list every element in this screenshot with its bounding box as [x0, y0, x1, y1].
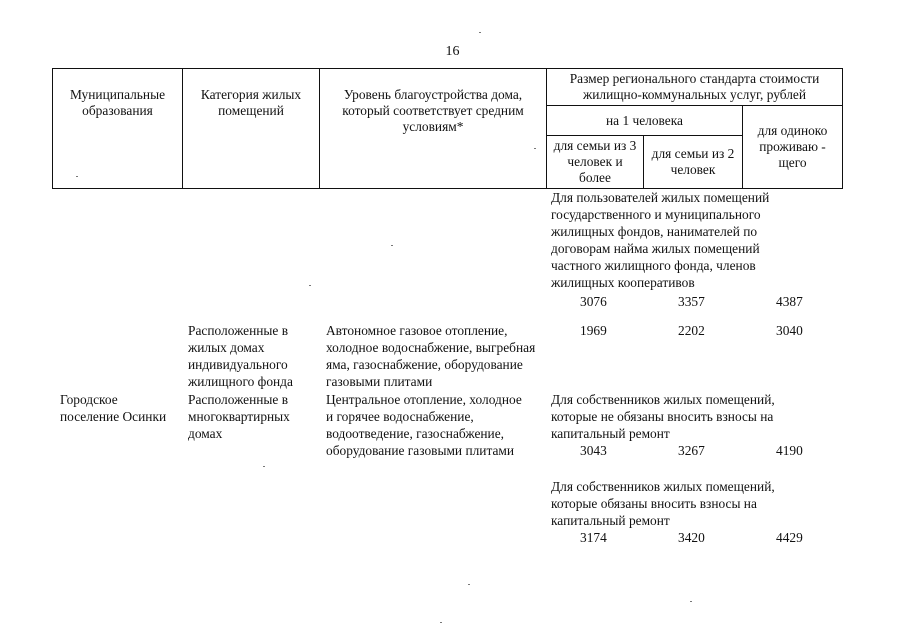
header-family-2: для семьи из 2 человек: [644, 136, 743, 189]
header-per-person: на 1 человека: [547, 106, 743, 136]
header-family-3plus: для семьи из 3 человек и более: [547, 136, 644, 189]
header-amenities-level: Уровень благоустройства дома, который соответствует средним условиям*: [320, 69, 547, 189]
owners-repair-value-single: 4429: [776, 530, 803, 545]
owners-repair-value-family-2: 3420: [678, 530, 705, 545]
scan-speck: [309, 285, 311, 286]
scan-speck: [263, 466, 265, 467]
scan-speck: [534, 148, 536, 149]
scan-speck: [479, 32, 481, 33]
individual-category: Расположенные в жилых домах индивидуального жилищного фонда: [188, 323, 293, 389]
owners-no-repair-value-single: 4190: [776, 443, 803, 458]
scan-speck: [690, 601, 692, 602]
header-housing-category: Категория жилых помещений: [183, 69, 320, 189]
individual-amenities: Автономное газовое отопление, холодное водоснабжение, выгребная яма, газоснабжение, оборудование газовыми плитами: [326, 323, 536, 389]
municipality-name: Городское поселение Осинки: [60, 392, 167, 424]
scan-speck: [468, 584, 470, 585]
header-municipality: Муниципальные образования: [53, 69, 183, 189]
individual-value-family-3plus: 1969: [580, 323, 607, 338]
owners-no-repair-value-family-2: 3267: [678, 443, 705, 458]
table-header: [52, 68, 843, 189]
owners-no-repair-caption: Для собственников жилых помещений, которые не обязаны вносить взносы на капитальный ремонт: [551, 392, 775, 441]
individual-value-single: 3040: [776, 323, 803, 338]
header-standard-size: Размер регионального стандарта стоимости жилищно-коммунальных услуг, рублей: [547, 69, 843, 106]
scan-speck: [440, 622, 442, 623]
owners-repair-caption: Для собственников жилых помещений, которые обязаны вносить взносы на капитальный ремонт: [551, 479, 775, 528]
tenants-value-family-3plus: 3076: [580, 294, 607, 309]
tenants-value-family-2: 3357: [678, 294, 705, 309]
apartment-category: Расположенные в многоквартирных домах: [188, 392, 290, 441]
owners-no-repair-value-family-3plus: 3043: [580, 443, 607, 458]
scan-speck: [76, 176, 78, 177]
scan-speck: [391, 245, 393, 246]
tenants-caption: Для пользователей жилых помещений государственного и муниципального жилищных фондов, нанимателей по договорам найма жилых помещений частного жилищного фонда, членов жилищных кооперативов: [551, 190, 770, 290]
page-number: 16: [445, 44, 460, 59]
tenants-value-single: 4387: [776, 294, 803, 309]
individual-value-family-2: 2202: [678, 323, 705, 338]
owners-repair-value-family-3plus: 3174: [580, 530, 607, 545]
apartment-amenities: Центральное отопление, холодное и горячее водоснабжение, водоотведение, газоснабжение, оборудование газовыми плитами: [326, 392, 522, 458]
header-single: для одиноко проживаю - щего: [743, 106, 843, 189]
